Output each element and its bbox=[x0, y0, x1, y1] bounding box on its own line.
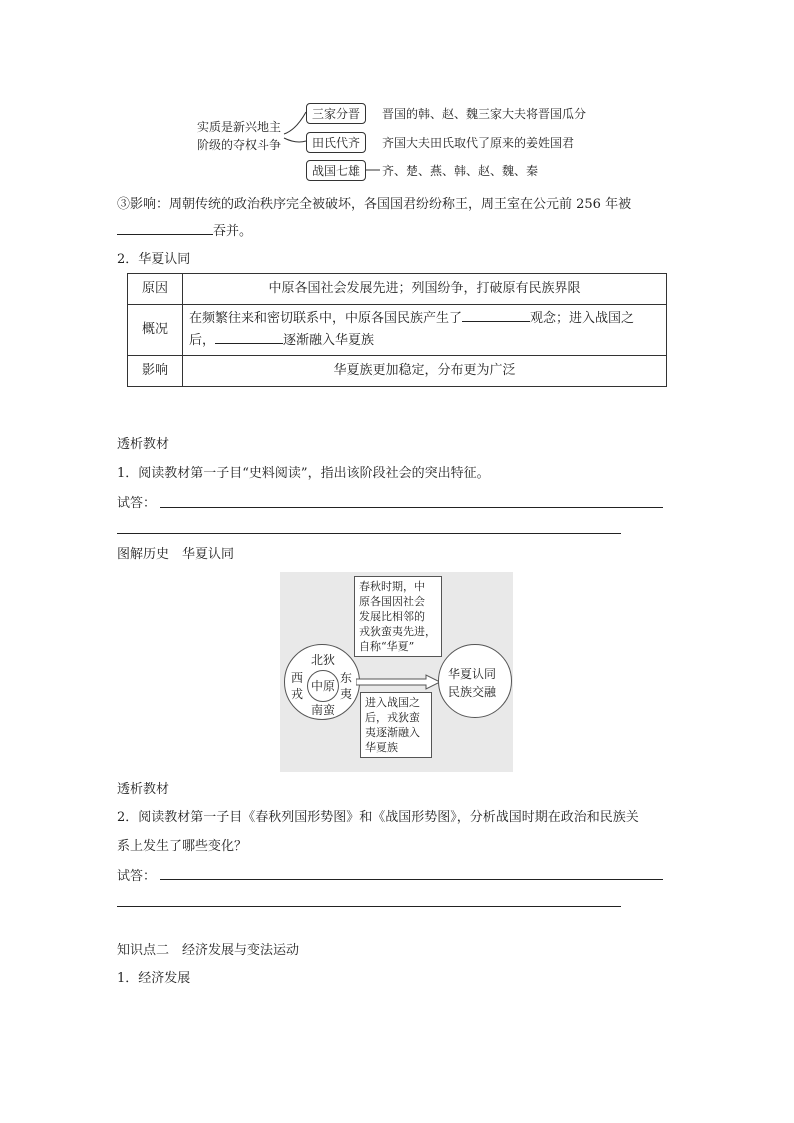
bottom-note-box: 进入战国之 后，戎狄蛮 夷逐渐融入 华夏族 bbox=[360, 692, 432, 758]
answer-line[interactable] bbox=[117, 533, 621, 534]
impact-line2: 吞并。 bbox=[117, 220, 252, 239]
table-cell: 在频繁往来和密切联系中，中原各国民族产生了 观念；进入战国之 后， 逐渐融入华夏族 bbox=[183, 305, 667, 356]
mindmap-desc-1: 晋国的韩、赵、魏三家大夫将晋国瓜分 bbox=[382, 107, 587, 121]
answer-line[interactable] bbox=[160, 507, 663, 508]
mindmap-label: 实质是新兴地主 阶级的夺权斗争 bbox=[197, 120, 282, 152]
fill-blank[interactable] bbox=[117, 221, 213, 235]
left-circle: 北狄 西 戎 东 夷 中原 南蛮 bbox=[284, 644, 360, 720]
analysis-heading: 透析教材 bbox=[117, 437, 170, 452]
center-circle: 中原 bbox=[307, 670, 339, 702]
answer-label: 试答： bbox=[117, 496, 157, 511]
illustration-heading: 图解历史 华夏认同 bbox=[117, 547, 235, 562]
fill-blank[interactable] bbox=[215, 330, 283, 344]
arrow-icon bbox=[356, 674, 442, 690]
mindmap-tag-3: 战国七雄 bbox=[306, 160, 366, 181]
top-note-box: 春秋时期，中 原各国因社会 发展比相邻的 戎狄蛮夷先进， 自称“华夏” bbox=[354, 576, 442, 657]
huaxia-table bbox=[127, 273, 667, 387]
table-row bbox=[128, 356, 667, 387]
table-row bbox=[128, 274, 667, 305]
answer-label: 试答： bbox=[117, 869, 157, 884]
huaxia-diagram bbox=[280, 572, 513, 772]
table-cell: 中原各国社会发展先进；列国纷争，打破原有民族界限 bbox=[183, 274, 667, 305]
table-row bbox=[128, 305, 667, 356]
mindmap-tag-1: 三家分晋 bbox=[306, 103, 366, 124]
analysis-question: 2．阅读教材第一子目《春秋列国形势图》和《战国形势图》，分析战国时期在政治和民族关 bbox=[117, 810, 639, 825]
right-circle: 华夏认同 民族交融 bbox=[438, 644, 512, 718]
knowledge-subtitle: 1．经济发展 bbox=[117, 971, 191, 986]
table-cell: 华夏族更加稳定，分布更为广泛 bbox=[183, 356, 667, 387]
mindmap-desc-3: 齐、楚、燕、韩、赵、魏、秦 bbox=[382, 164, 539, 178]
impact-line1: ③影响：周朝传统的政治秩序完全被破坏，各国国君纷纷称王，周王室在公元前 256 年被 bbox=[117, 197, 632, 212]
answer-line[interactable] bbox=[160, 879, 663, 880]
table-head: 原因 bbox=[128, 274, 183, 305]
table-head: 影响 bbox=[128, 356, 183, 387]
knowledge-title: 知识点二 经济发展与变法运动 bbox=[117, 943, 300, 958]
fill-blank[interactable] bbox=[462, 308, 530, 322]
mindmap-desc-2: 齐国大夫田氏取代了原来的姜姓国君 bbox=[382, 136, 575, 150]
mindmap-connector-3 bbox=[362, 162, 382, 178]
section-title: 2．华夏认同 bbox=[117, 252, 191, 267]
analysis-question: 1．阅读教材第一子目“史料阅读”，指出该阶段社会的突出特征。 bbox=[117, 466, 490, 481]
answer-line[interactable] bbox=[117, 906, 621, 907]
analysis-question: 系上发生了哪些变化？ bbox=[117, 839, 248, 854]
table-head: 概况 bbox=[128, 305, 183, 356]
analysis-heading: 透析教材 bbox=[117, 782, 170, 797]
mindmap-tag-2: 田氏代齐 bbox=[306, 132, 366, 153]
